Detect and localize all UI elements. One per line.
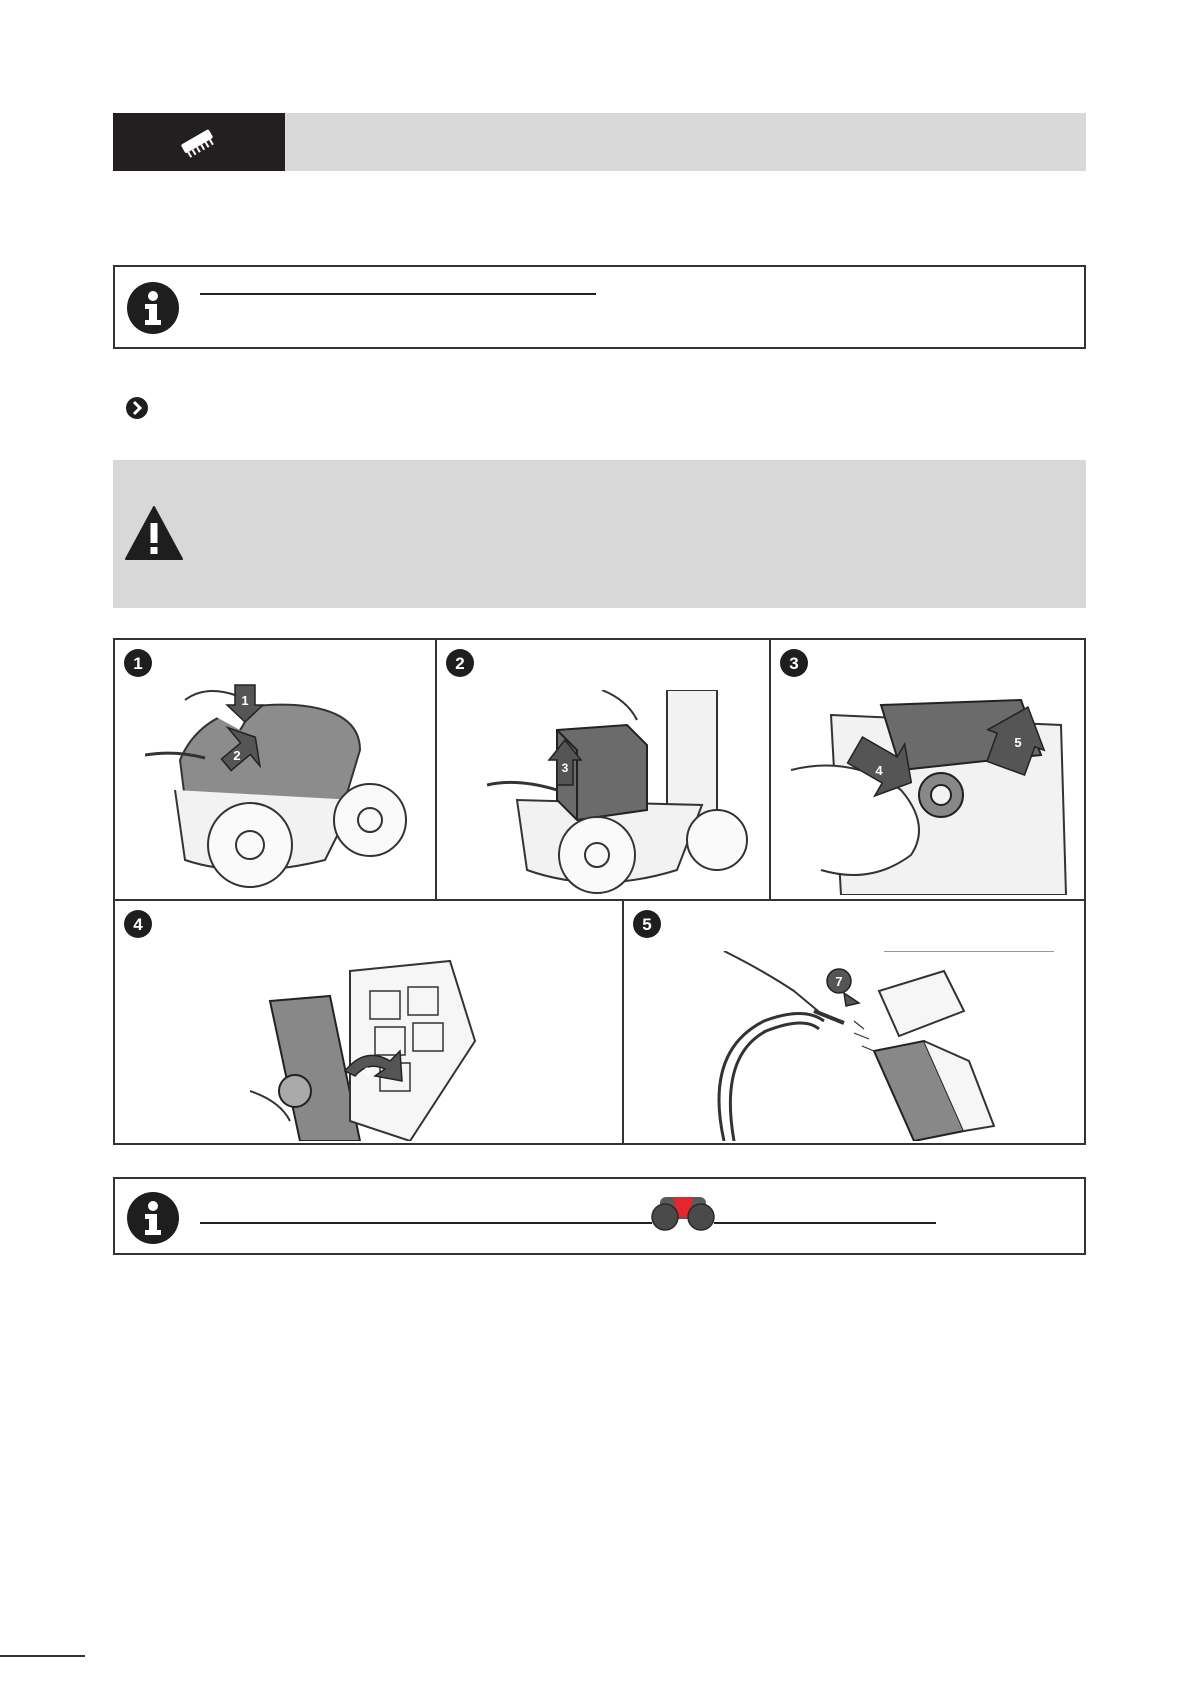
step-number-badge — [123, 909, 153, 939]
svg-text:2: 2 — [455, 654, 465, 673]
robot-cover-illustration — [145, 680, 425, 895]
svg-text:7: 7 — [835, 974, 843, 989]
step-number-badge — [123, 648, 153, 678]
svg-text:1: 1 — [241, 693, 249, 708]
warning-triangle-icon — [124, 505, 184, 561]
svg-text:3: 3 — [789, 654, 799, 673]
info-icon — [125, 280, 181, 336]
step-number-badge — [445, 648, 475, 678]
filter-lift-illustration — [487, 690, 757, 895]
svg-text:3: 3 — [561, 761, 569, 775]
info-box-2-rule-left — [200, 1222, 652, 1224]
header-title-bar — [285, 113, 1086, 171]
brush-icon — [178, 123, 218, 163]
chevron-right-circle-icon — [126, 397, 148, 419]
robot-front-icon — [650, 1193, 716, 1231]
step-4-panel — [115, 901, 622, 1143]
step-3-panel — [771, 640, 1084, 899]
step-1-panel — [115, 640, 435, 899]
info-icon — [125, 1190, 181, 1246]
filter-rinse-illustration — [704, 951, 1054, 1141]
filter-unlock-illustration — [791, 695, 1076, 895]
svg-text:2: 2 — [233, 748, 241, 763]
info-box-2 — [113, 1177, 1086, 1255]
info-box-2-rule-right — [714, 1222, 936, 1224]
info-box-1-rule — [200, 293, 596, 295]
svg-text:5: 5 — [1014, 735, 1022, 750]
filter-open-illustration — [250, 951, 490, 1141]
step-2-panel — [437, 640, 769, 899]
warning-box — [113, 460, 1086, 608]
svg-text:1: 1 — [133, 654, 143, 673]
footer-rule — [0, 1655, 85, 1657]
svg-text:5: 5 — [642, 915, 652, 934]
svg-text:4: 4 — [133, 915, 143, 934]
step-number-badge — [779, 648, 809, 678]
info-box-1 — [113, 265, 1086, 349]
svg-text:4: 4 — [875, 763, 883, 778]
step-5-panel — [624, 901, 1084, 1143]
svg-text:6: 6 — [363, 1065, 371, 1079]
step-number-badge — [632, 909, 662, 939]
